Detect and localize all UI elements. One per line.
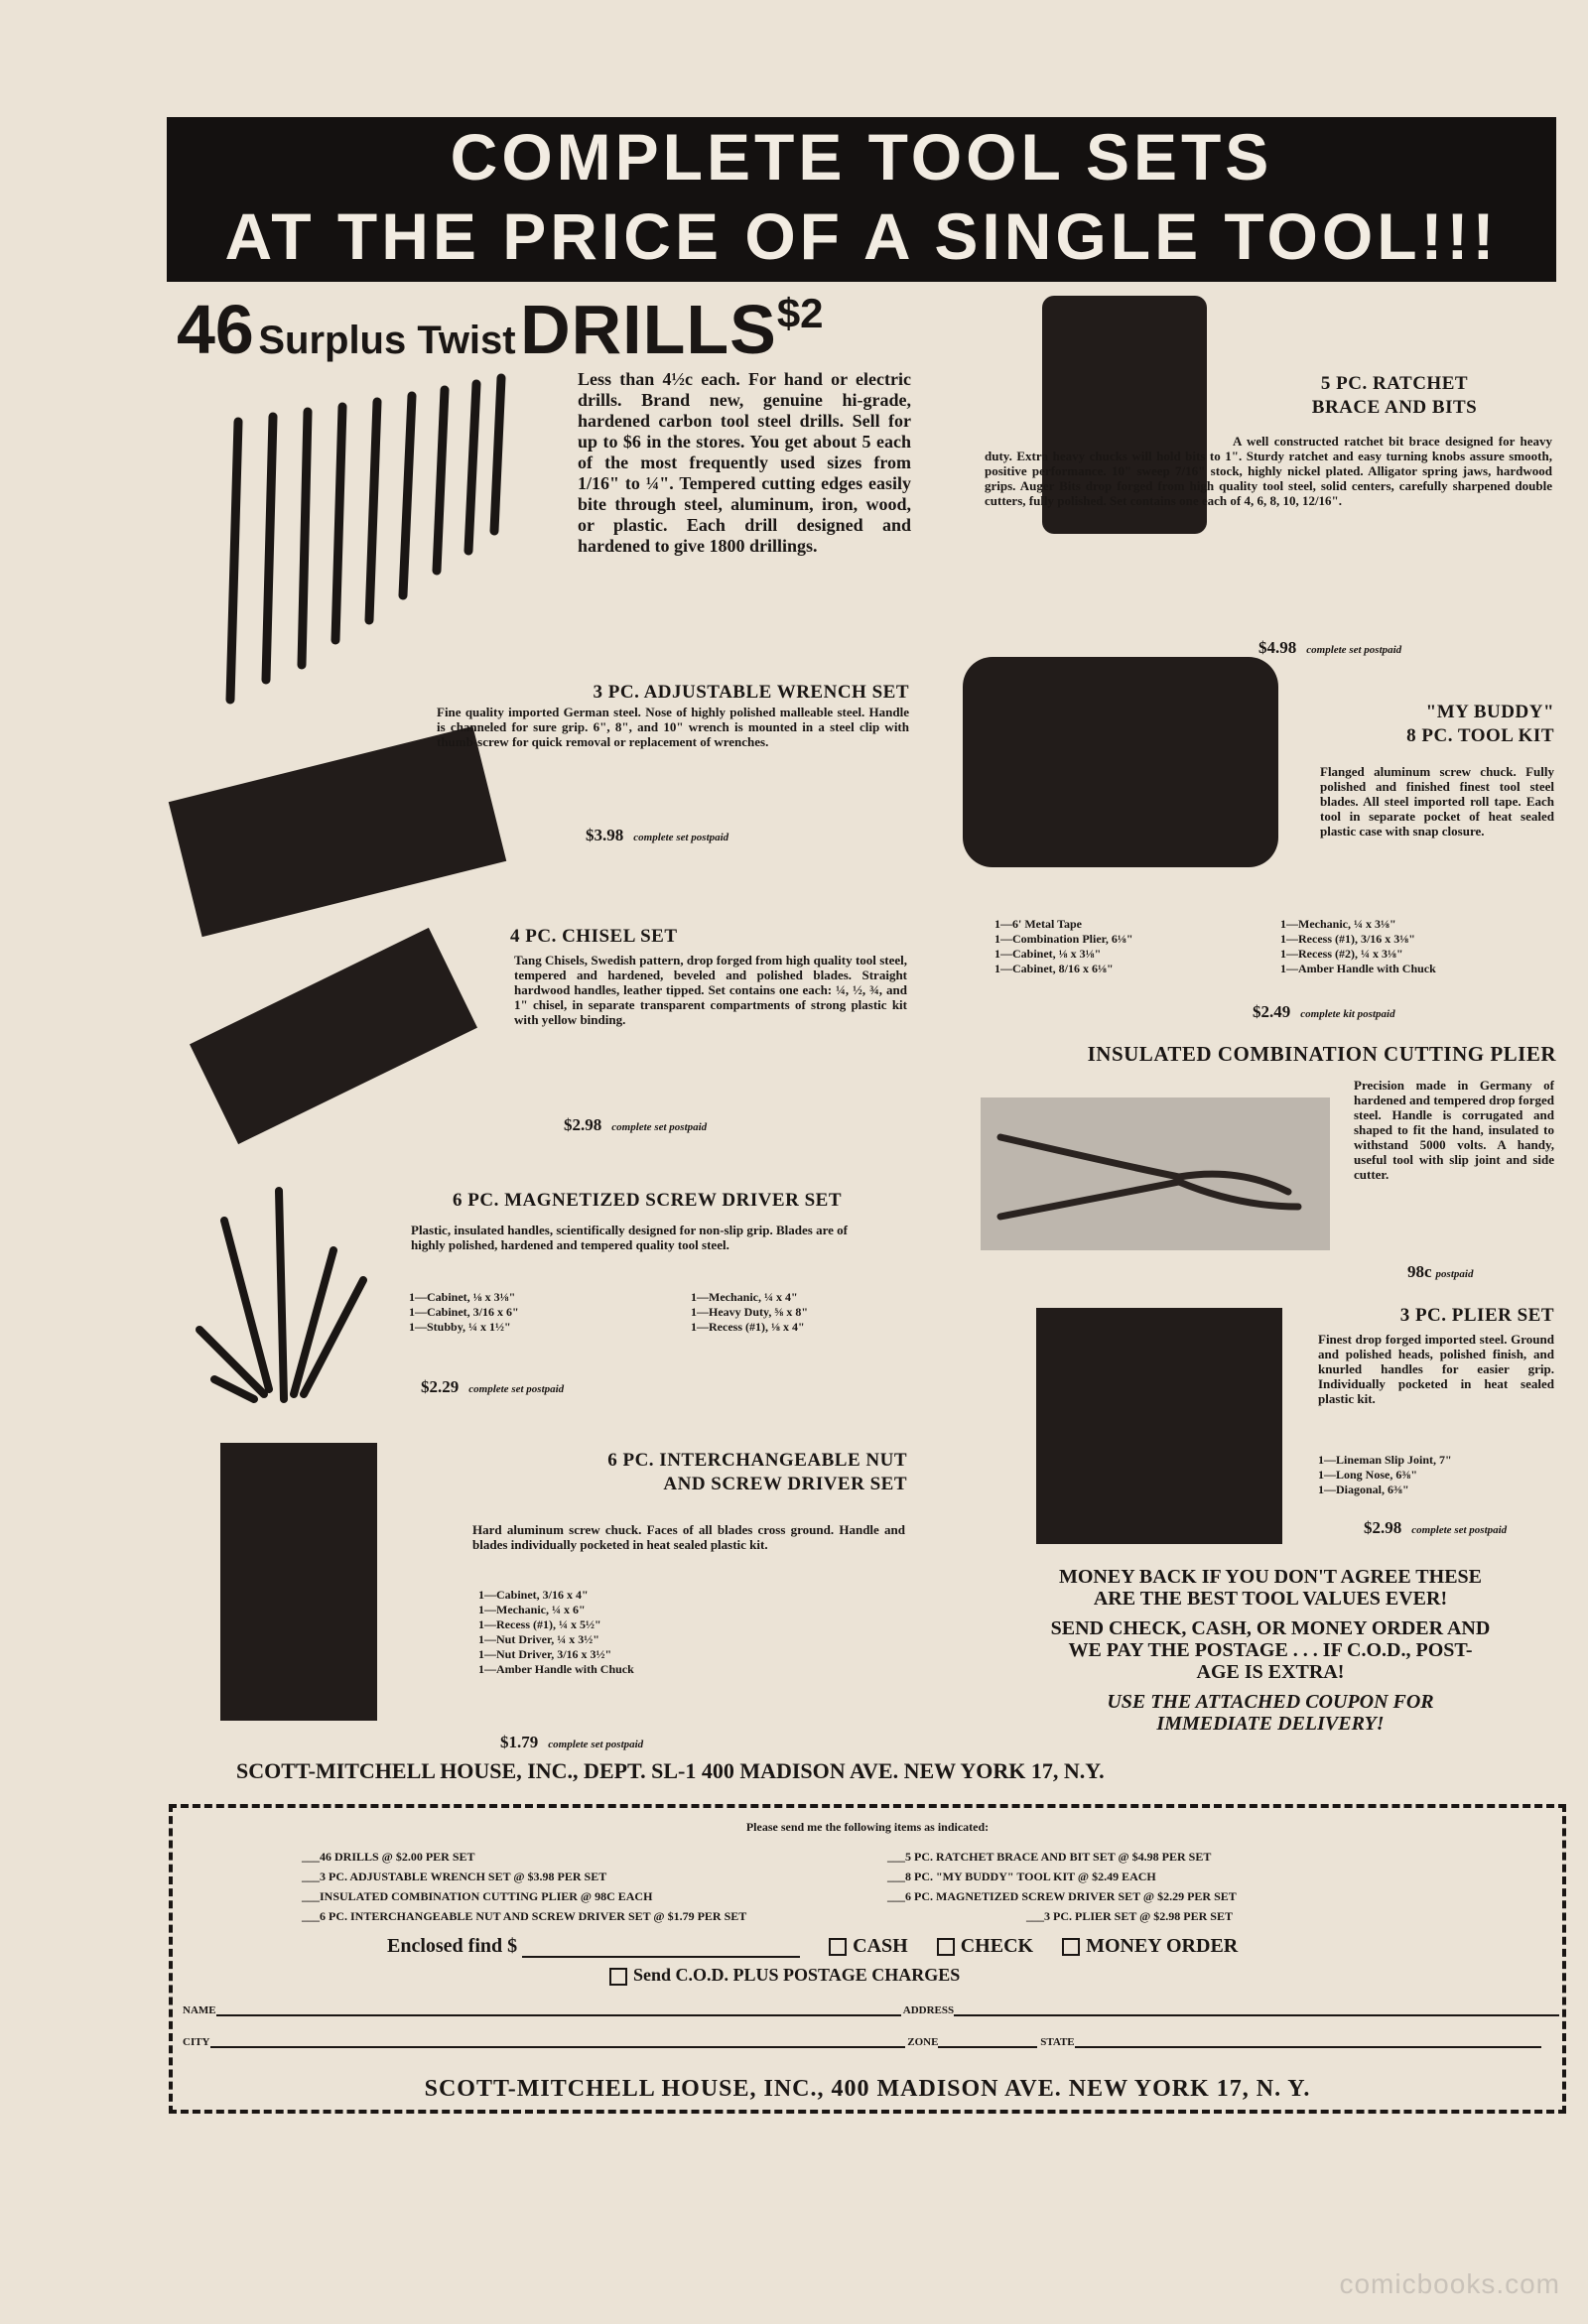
- plierset-description: Finest drop forged imported steel. Ground and polished heads, polished finish, and knurled handles for easier grip. Individually pocketed in heat sealed plastic kit.: [1318, 1332, 1554, 1406]
- my-buddy-kit-photo: [963, 657, 1278, 867]
- ratchet-price-tag: complete set postpaid: [1306, 644, 1402, 656]
- plier-price-row: [1407, 1262, 1473, 1282]
- state-input[interactable]: [1075, 2034, 1541, 2048]
- wrench-price-tag: complete set postpaid: [633, 832, 729, 843]
- plierset-price: $2.98: [1364, 1518, 1402, 1537]
- plierset-title: 3 PC. PLIER SET: [1399, 1305, 1554, 1326]
- headline-line-1: COMPLETE TOOL SETS: [450, 120, 1273, 194]
- check-option[interactable]: [937, 1935, 1033, 1957]
- checkbox-icon[interactable]: [829, 1938, 847, 1956]
- list-item: 1—Recess (#1), 3/16 x 3⅛": [1280, 932, 1415, 946]
- nutdriver-description: Hard aluminum screw chuck. Faces of all blades cross ground. Handle and blades individually pocketed in heat sealed plastic kit.: [472, 1522, 905, 1552]
- plier-set-photo: [1036, 1308, 1282, 1544]
- chisel-price-tag: complete set postpaid: [611, 1121, 708, 1133]
- ratchet-description: A well constructed ratchet bit brace designed for heavy duty. Extra heavy chucks will hold bits to 1". Sturdy ratchet and easy turning knobs assure smooth, positive performance. 10" sweep 7/16" stock, highly nickel plated. Alligator spring jaws, hardwood grips. Auger Bits drop forged from high quality tool steel, solid centers, carefully sharpened double cutters, fully polished. Set contains one each of 4, 6, 8, 10, 12/16".: [985, 434, 1552, 508]
- nutdriver-price-tag: complete set postpaid: [548, 1739, 644, 1750]
- drills-count: 46: [177, 291, 254, 368]
- enclosed-label: Enclosed find $: [387, 1935, 518, 1957]
- check-label: CHECK: [960, 1935, 1034, 1957]
- list-item: 1—Stubby, ¼ x 1½": [409, 1320, 511, 1334]
- list-item: 1—Combination Plier, 6⅛": [994, 932, 1133, 946]
- guarantee-line-5: AGE IS EXTRA!: [1196, 1661, 1345, 1683]
- headline-line-2: AT THE PRICE OF A SINGLE TOOL!!!: [224, 199, 1499, 273]
- drills-title: [177, 290, 824, 369]
- mybuddy-price-tag: complete kit postpaid: [1300, 1008, 1395, 1020]
- plierset-items: [1318, 1453, 1552, 1497]
- list-item: 1—Cabinet, 3/16 x 6": [409, 1305, 519, 1319]
- chisel-price-row: [564, 1115, 707, 1135]
- nutdriver-price: $1.79: [500, 1733, 539, 1751]
- plier-description: Precision made in Germany of hardened and tempered drop forged steel. Handle is corrugated and shaped to fit the hand, insulated to withstand 5000 volts. A handy, useful tool with slip joint and side cutter.: [1354, 1078, 1554, 1182]
- list-item: 1—Nut Driver, ¼ x 3½": [478, 1632, 599, 1646]
- nutdriver-price-row: [500, 1733, 643, 1752]
- chisel-set-photo: [190, 928, 477, 1144]
- name-field[interactable]: [183, 2002, 1559, 2016]
- drills-name: DRILLS: [520, 291, 777, 368]
- list-item: 1—Lineman Slip Joint, 7": [1318, 1453, 1452, 1467]
- money-order-label: MONEY ORDER: [1086, 1935, 1239, 1957]
- mybuddy-price-row: [1253, 1002, 1395, 1022]
- coupon-item-drills[interactable]: ___46 DRILLS @ $2.00 PER SET: [302, 1850, 475, 1864]
- nutdriver-items: [478, 1588, 736, 1677]
- mybuddy-description: Flanged aluminum screw chuck. Fully polished and finished finest tool steel blades. All steel imported roll tape. Each tool in separate pocket of heat sealed plastic case with snap closure.: [1320, 764, 1554, 839]
- money-order-option[interactable]: [1062, 1935, 1238, 1957]
- list-item: 1—Mechanic, ¼ x 3⅛": [1280, 917, 1396, 931]
- cod-label: Send C.O.D. PLUS POSTAGE CHARGES: [633, 1965, 961, 1985]
- nutdriver-title-line-2: AND SCREW DRIVER SET: [663, 1474, 907, 1494]
- checkbox-icon[interactable]: [1062, 1938, 1080, 1956]
- list-item: 1—Cabinet, ⅛ x 3⅛": [409, 1290, 516, 1304]
- chisel-description: Tang Chisels, Swedish pattern, drop forged from high quality tool steel, tempered and hardened, beveled and polished blades. Straight hardwood handles, leather tipped. Set contains one each: ¼, ½, ¾, and 1" chisel, in separate transparent compartments of strong plastic kit with yellow binding.: [514, 953, 907, 1027]
- nutdriver-title: [466, 1449, 907, 1496]
- list-item: 1—Mechanic, ¼ x 4": [691, 1290, 798, 1304]
- guarantee-line-6: USE THE ATTACHED COUPON FOR: [1107, 1691, 1434, 1713]
- screwdriver-items-left: [409, 1290, 657, 1335]
- coupon-item-plierset[interactable]: ___3 PC. PLIER SET @ $2.98 PER SET: [1026, 1909, 1233, 1923]
- list-item: 1—Recess (#2), ¼ x 3⅛": [1280, 947, 1403, 961]
- drills-illustration: [218, 372, 506, 710]
- coupon-item-ratchet[interactable]: ___5 PC. RATCHET BRACE AND BIT SET @ $4.98 PER SET: [887, 1850, 1212, 1864]
- city-label: CITY: [183, 2036, 210, 2048]
- screwdriver-title: 6 PC. MAGNETIZED SCREW DRIVER SET: [453, 1190, 842, 1211]
- company-line: SCOTT-MITCHELL HOUSE, INC., DEPT. SL-1 400 MADISON AVE. NEW YORK 17, N.Y.: [236, 1758, 1105, 1783]
- list-item: 1—Cabinet, 8/16 x 6⅛": [994, 962, 1114, 975]
- mybuddy-items-right: [1280, 917, 1548, 976]
- mybuddy-title-line-1: "MY BUDDY": [1425, 702, 1554, 722]
- headline-banner: [167, 117, 1556, 282]
- wrench-set-photo: [169, 726, 506, 937]
- name-label: NAME: [183, 2004, 216, 2016]
- cod-option[interactable]: [609, 1965, 960, 1986]
- list-item: 1—Recess (#1), ¼ x 5½": [478, 1617, 601, 1631]
- plier-price-tag: postpaid: [1435, 1268, 1474, 1280]
- coupon-address-footer: SCOTT-MITCHELL HOUSE, INC., 400 MADISON AVE. NEW YORK 17, N. Y.: [424, 2076, 1311, 2102]
- screwdriver-description: Plastic, insulated handles, scientifically designed for non-slip grip. Blades are of highly polished, hardened and tempered quality tool steel.: [411, 1223, 848, 1252]
- guarantee-line-2: ARE THE BEST TOOL VALUES EVER!: [1093, 1588, 1448, 1610]
- address-label: ADDRESS: [902, 2004, 955, 2016]
- zone-label: ZONE: [907, 2036, 939, 2048]
- wrench-price-row: [586, 826, 728, 845]
- coupon-intro: Please send me the following items as indicated:: [745, 1820, 990, 1834]
- list-item: 1—Heavy Duty, ⅝ x 8": [691, 1305, 808, 1319]
- list-item: 1—Long Nose, 6⅜": [1318, 1468, 1418, 1482]
- list-item: 1—Nut Driver, 3/16 x 3½": [478, 1647, 612, 1661]
- cash-option[interactable]: [829, 1935, 908, 1957]
- mybuddy-title-line-2: 8 PC. TOOL KIT: [1406, 725, 1554, 746]
- chisel-price: $2.98: [564, 1115, 602, 1134]
- screwdriver-price-row: [421, 1377, 564, 1397]
- coupon-item-plier[interactable]: ___INSULATED COMBINATION CUTTING PLIER @ 98C EACH: [302, 1889, 653, 1903]
- chisel-title: 4 PC. CHISEL SET: [510, 926, 678, 947]
- plierset-price-row: [1364, 1518, 1507, 1538]
- zone-input[interactable]: [938, 2034, 1037, 2048]
- guarantee-line-4: WE PAY THE POSTAGE . . . IF C.O.D., POST-: [1068, 1639, 1473, 1661]
- order-coupon[interactable]: [169, 1804, 1566, 2114]
- ratchet-title: [1231, 372, 1558, 420]
- drills-words: Surplus Twist: [258, 319, 516, 362]
- state-label: STATE: [1040, 2036, 1075, 2048]
- guarantee-line-3: SEND CHECK, CASH, OR MONEY ORDER AND: [1050, 1617, 1491, 1639]
- mybuddy-items-left: [994, 917, 1243, 976]
- screwdriver-illustration: [195, 1181, 373, 1409]
- coupon-item-wrench[interactable]: ___3 PC. ADJUSTABLE WRENCH SET @ $3.98 PER SET: [302, 1870, 607, 1883]
- plier-photo: [981, 1097, 1330, 1250]
- plier-title: INSULATED COMBINATION CUTTING PLIER: [1087, 1042, 1556, 1066]
- list-item: 1—6' Metal Tape: [994, 917, 1083, 931]
- coupon-item-screwdriver[interactable]: ___6 PC. MAGNETIZED SCREW DRIVER SET @ $2.29 PER SET: [887, 1889, 1237, 1903]
- city-field[interactable]: [183, 2034, 1541, 2048]
- address-input[interactable]: [954, 2002, 1559, 2016]
- coupon-payment-row: [387, 1935, 1238, 1958]
- drills-description: Less than 4½c each. For hand or electric drills. Brand new, genuine hi-grade, hardened carbon tool steel drills. Sell for up to $6 in the stores. You get about 5 each of the most frequently used sizes from 1/16" to ¼". Tempered cutting edges easily bite through steel, aluminum, iron, wood, or plastic. Each drill designed and hardened to give 1800 drillings.: [578, 369, 911, 556]
- ratchet-title-line-2: BRACE AND BITS: [1311, 397, 1478, 418]
- ratchet-price-row: [1258, 638, 1401, 658]
- wrench-description: Fine quality imported German steel. Nose of highly polished malleable steel. Handle is channeled for sure grip. 6", 8", and 10" wrench is mounted in a steel clip with thumb-screw for quick removal or replacement of wrenches.: [437, 705, 909, 749]
- list-item: 1—Diagonal, 6⅜": [1318, 1483, 1409, 1496]
- mybuddy-title: [1290, 701, 1554, 748]
- checkbox-icon[interactable]: [937, 1938, 955, 1956]
- screwdriver-price: $2.29: [421, 1377, 460, 1396]
- guarantee-block: [983, 1566, 1558, 1735]
- checkbox-icon[interactable]: [609, 1968, 627, 1986]
- coupon-item-mybuddy[interactable]: ___8 PC. "MY BUDDY" TOOL KIT @ $2.49 EACH: [887, 1870, 1156, 1883]
- list-item: 1—Amber Handle with Chuck: [478, 1662, 634, 1676]
- wrench-title: 3 PC. ADJUSTABLE WRENCH SET: [593, 682, 909, 703]
- plier-price: 98c: [1407, 1262, 1432, 1281]
- screwdriver-items-right: [691, 1290, 919, 1335]
- ratchet-price: $4.98: [1258, 638, 1297, 657]
- list-item: 1—Recess (#1), ⅛ x 4": [691, 1320, 805, 1334]
- screwdriver-price-tag: complete set postpaid: [468, 1383, 565, 1395]
- nut-driver-set-photo: [220, 1443, 377, 1721]
- guarantee-line-7: IMMEDIATE DELIVERY!: [1156, 1713, 1385, 1735]
- site-watermark: comicbooks.com: [1339, 2268, 1560, 2299]
- coupon-item-nutdriver[interactable]: ___6 PC. INTERCHANGEABLE NUT AND SCREW DRIVER SET @ $1.79 PER SET: [302, 1909, 747, 1923]
- ratchet-title-line-1: 5 PC. RATCHET: [1320, 373, 1469, 394]
- cash-label: CASH: [853, 1935, 908, 1957]
- wrench-price: $3.98: [586, 826, 624, 844]
- list-item: 1—Amber Handle with Chuck: [1280, 962, 1436, 975]
- mybuddy-price: $2.49: [1253, 1002, 1291, 1021]
- list-item: 1—Mechanic, ¼ x 6": [478, 1603, 586, 1616]
- list-item: 1—Cabinet, 3/16 x 4": [478, 1588, 589, 1602]
- plierset-price-tag: complete set postpaid: [1411, 1524, 1508, 1536]
- drills-price: $2: [776, 290, 824, 336]
- guarantee-line-1: MONEY BACK IF YOU DON'T AGREE THESE: [1059, 1566, 1482, 1588]
- nutdriver-title-line-1: 6 PC. INTERCHANGEABLE NUT: [607, 1450, 907, 1471]
- enclosed-amount-field[interactable]: [522, 1944, 800, 1958]
- list-item: 1—Cabinet, ⅛ x 3⅛": [994, 947, 1102, 961]
